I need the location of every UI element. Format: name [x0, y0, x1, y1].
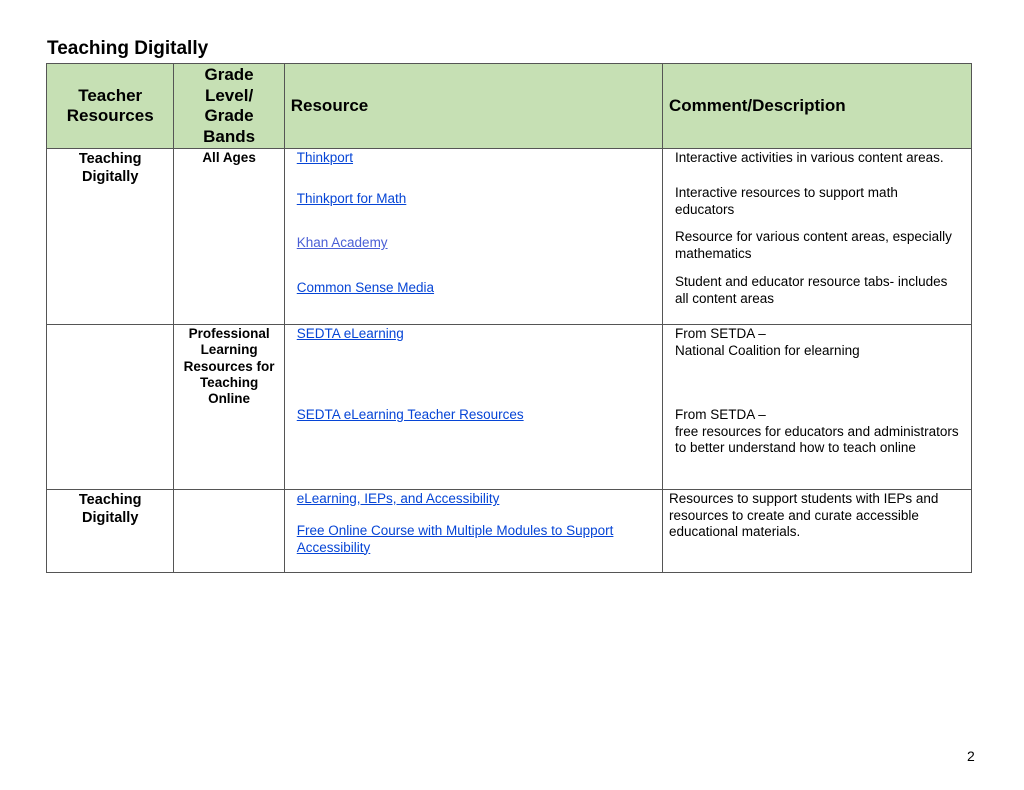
header-grade-level: Grade Level/ Grade Bands	[174, 64, 284, 149]
page-title: Teaching Digitally	[47, 38, 209, 59]
link-free-online-course-accessibility[interactable]: Free Online Course with Multiple Modules to Support Accessibility	[296, 523, 614, 555]
description-text: free resources for educators and administrators to better understand how to teach online	[674, 423, 959, 455]
description-cell	[662, 149, 971, 325]
link-sedta-elearning[interactable]: SEDTA eLearning	[296, 326, 404, 341]
link-thinkport[interactable]: Thinkport	[296, 150, 354, 165]
description-cell	[662, 325, 971, 490]
description-cell	[662, 490, 971, 573]
category-cell	[47, 149, 174, 325]
resources-table	[46, 63, 972, 573]
resource-cell	[284, 490, 662, 573]
table-row	[47, 149, 972, 325]
table-row	[47, 490, 972, 573]
table-row	[47, 325, 972, 490]
category-cell	[47, 490, 174, 573]
description-text: Interactive activities in various content areas.	[674, 150, 944, 165]
grade-band-cell	[174, 149, 284, 325]
description-text: From SETDA –	[674, 326, 766, 341]
link-sedta-teacher-resources[interactable]: SEDTA eLearning Teacher Resources	[296, 407, 524, 422]
table-header-row	[47, 64, 972, 149]
description-text: Resource for various content areas, especially mathematics	[674, 229, 952, 261]
description-text: Student and educator resource tabs- includes all content areas	[674, 274, 948, 306]
description-text: Interactive resources to support math educators	[674, 185, 898, 217]
grade-band-label: All Ages	[202, 150, 256, 165]
grade-band-cell	[174, 325, 284, 490]
link-common-sense-media[interactable]: Common Sense Media	[296, 280, 435, 295]
header-resource: Resource	[284, 64, 662, 149]
description-text: Resources to support students with IEPs and resources to create and curate accessible educational materials.	[668, 491, 939, 539]
grade-band-cell	[174, 490, 284, 573]
category-label: Teaching Digitally	[78, 151, 142, 185]
category-label: Teaching Digitally	[78, 492, 142, 526]
grade-band-label: Professional Learning Resources for Teaching Online	[183, 326, 275, 407]
header-teacher-resources: Teacher Resources	[47, 64, 174, 149]
category-cell	[47, 325, 174, 490]
resource-cell	[284, 149, 662, 325]
description-text: From SETDA –	[674, 407, 766, 422]
link-thinkport-math[interactable]: Thinkport for Math	[296, 191, 407, 206]
resource-cell	[284, 325, 662, 490]
link-elearning-ieps-accessibility[interactable]: eLearning, IEPs, and Accessibility	[296, 491, 500, 506]
link-khan-academy[interactable]: Khan Academy	[296, 235, 388, 250]
header-comment-description: Comment/Description	[662, 64, 971, 149]
page-number: 2	[967, 748, 975, 764]
description-text: National Coalition for elearning	[674, 342, 860, 358]
